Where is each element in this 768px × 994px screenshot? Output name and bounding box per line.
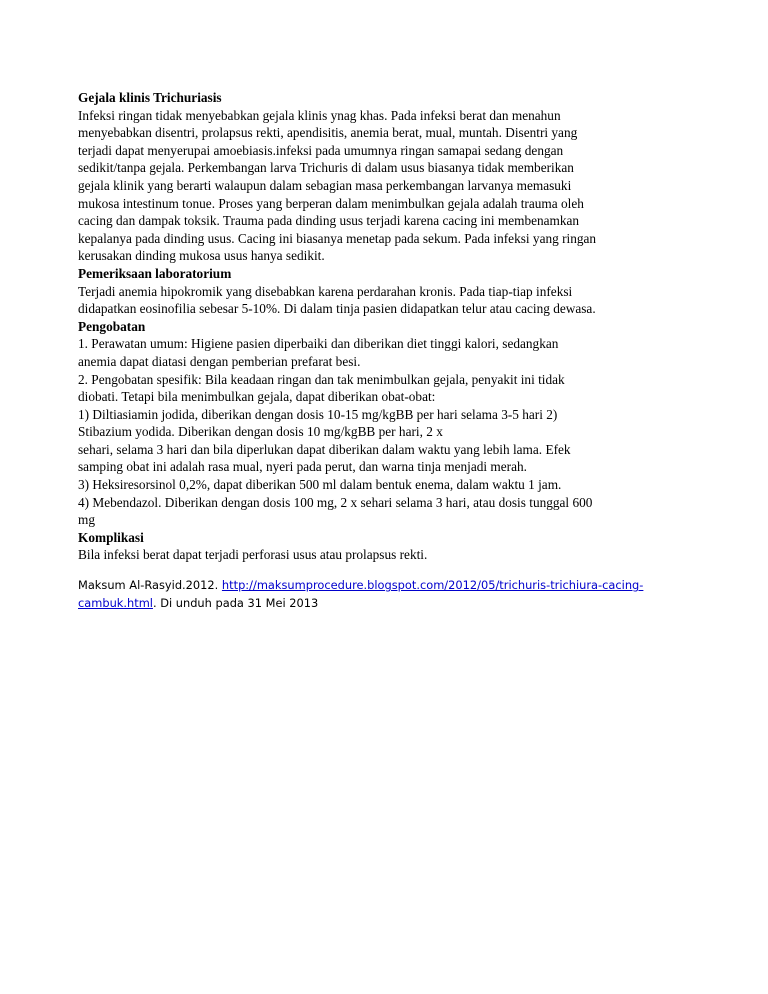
document-body [78,89,688,564]
section-heading: Gejala klinis Trichuriasis [78,90,222,105]
text-line: gejala klinik yang berarti walaupun dalam sebagian masa perkembangan larvanya memasuki [78,177,572,193]
text-line: diobati. Tetapi bila menimbulkan gejala, dapat diberikan obat-obat: [78,389,436,405]
text-line: sehari, selama 3 hari dan bila diperlukan dapat diberikan dalam waktu yang lebih lama. Efek [78,441,571,457]
section-paragraph [78,335,688,529]
text-line: samping obat ini adalah rasa mual, nyeri pada perut, dan warna tinja menjadi merah. [78,459,527,475]
text-line: menyebabkan disentri, prolapsus rekti, apendisitis, anemia berat, mual, muntah. Disentri yang [78,125,578,141]
text-line: Bila infeksi berat dapat terjadi perforasi usus atau prolapsus rekti. [78,547,428,563]
text-line: 4) Mebendazol. Diberikan dengan dosis 100 mg, 2 x sehari selama 3 hari, atau dosis tunggal 600 [78,494,593,510]
section-paragraph [78,546,688,564]
reference-url-line2: cambuk.html [78,595,153,610]
text-line: kepalanya pada dinding usus. Cacing ini biasanya menetap pada sekum. Pada infeksi yang ringan [78,230,597,246]
reference-url-line1: http://maksumprocedure.blogspot.com/2012/05/trichuris-trichiura-cacing- [221,578,644,593]
text-line: sedikit/tanpa gejala. Perkembangan larva Trichuris di dalam usus biasanya tidak memberikan [78,160,574,176]
text-line: 3) Heksiresorsinol 0,2%, dapat diberikan 500 ml dalam bentuk enema, dalam waktu 1 jam. [78,477,562,493]
section-heading: Pemeriksaan laboratorium [78,265,232,281]
text-line: Stibazium yodida. Diberikan dengan dosis 10 mg/kgBB per hari, 2 x [78,424,443,440]
text-line: 1) Diltiasiamin jodida, diberikan dengan dosis 10-15 mg/kgBB per hari selama 3-5 hari 2) [78,406,558,422]
text-line: didapatkan eosinofilia sebesar 5-10%. Di dalam tinja pasien didapatkan telur atau cacing dewasa. [78,301,596,317]
text-line: terjadi dapat menyerupai amoebiasis.infeksi pada umumnya ringan samapai sedang dengan [78,142,564,158]
section-paragraph [78,107,688,265]
text-line: kerusakan dinding mukosa usus hanya sedikit. [78,248,325,264]
text-line: Terjadi anemia hipokromik yang disebabkan karena perdarahan kronis. Pada tiap-tiap infeksi [78,283,573,299]
section-heading: Komplikasi [78,529,144,545]
text-line: Infeksi ringan tidak menyebabkan gejala klinis ynag khas. Pada infeksi berat dan menahun [78,107,561,123]
section-heading: Pengobatan [78,318,146,334]
reference-date: . Di unduh pada 31 Mei 2013 [152,595,319,610]
reference-citation [78,577,688,612]
text-line: 2. Pengobatan spesifik: Bila keadaan ringan dan tak menimbulkan gejala, penyakit ini tidak [78,371,565,387]
document-page [78,89,688,612]
reference-author: Maksum Al-Rasyid.2012. [78,578,222,593]
text-line: anemia dapat diatasi dengan pemberian prefarat besi. [78,353,361,369]
text-line: cacing dan dampak toksik. Trauma pada dinding usus terjadi karena cacing ini membenamkan [78,213,580,229]
section-paragraph [78,283,688,318]
text-line: 1. Perawatan umum: Higiene pasien diperbaiki dan diberikan diet tinggi kalori, sedangkan [78,336,559,352]
text-line: mukosa intestinum tonue. Proses yang berperan dalam menimbulkan gejala adalah trauma oleh [78,195,584,211]
text-line: mg [78,512,95,528]
